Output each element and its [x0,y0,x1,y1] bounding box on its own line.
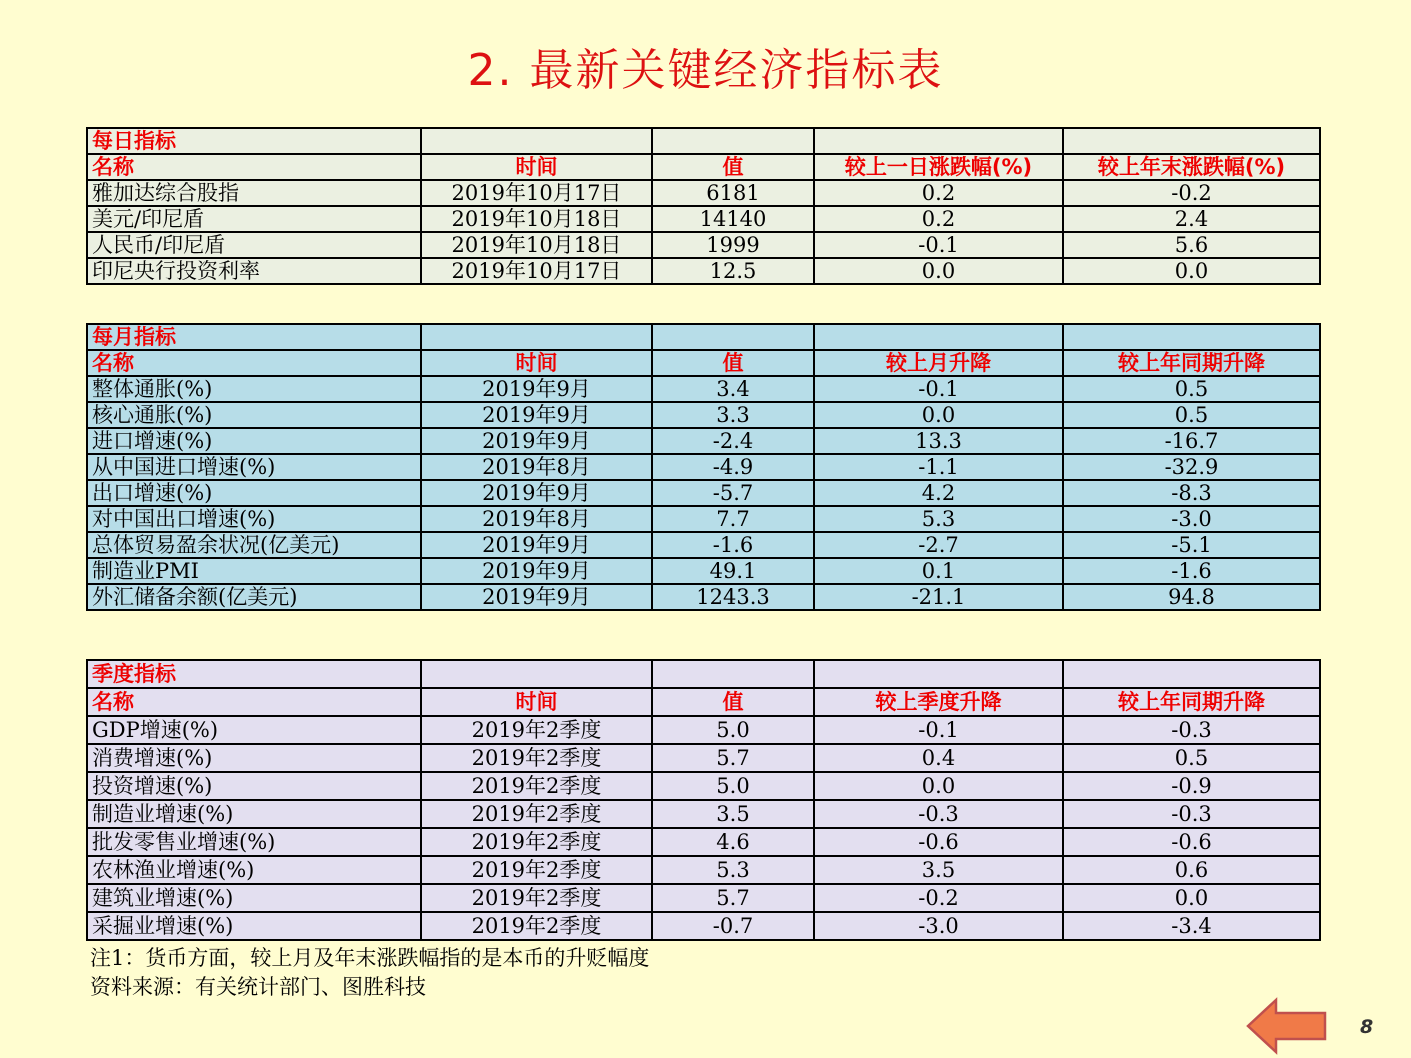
indicator-name: 从中国进口增速(%) [87,454,421,480]
indicator-name: 建筑业增速(%) [87,884,421,912]
table-cell: 2019年2季度 [421,912,652,940]
table-cell: 94.8 [1063,584,1320,610]
table-cell: 3.3 [652,402,814,428]
table-cell: -0.3 [1063,716,1320,744]
table-cell: -0.3 [814,800,1063,828]
indicator-name: 总体贸易盈余状况(亿美元) [87,532,421,558]
table-cell: -0.2 [814,884,1063,912]
empty-cell [814,660,1063,688]
table-cell: 2019年2季度 [421,800,652,828]
table-row [87,744,1320,772]
table-cell: 5.3 [814,506,1063,532]
table-cell: -3.0 [814,912,1063,940]
page-title: 2. 最新关键经济指标表 [467,45,944,96]
empty-cell [652,324,814,350]
daily-indicators-table [86,127,1321,285]
section-title-row [87,324,1320,350]
table-cell: 0.6 [1063,856,1320,884]
table-cell: 2019年9月 [421,558,652,584]
indicator-name: 投资增速(%) [87,772,421,800]
indicator-name: 雅加达综合股指 [87,180,421,206]
column-header: 较上月升降 [814,350,1063,376]
empty-cell [1063,128,1320,154]
table-cell: 3.4 [652,376,814,402]
column-header: 值 [652,154,814,180]
table-cell: 12.5 [652,258,814,284]
table-cell: -16.7 [1063,428,1320,454]
table-cell: 0.5 [1063,376,1320,402]
table-cell: 13.3 [814,428,1063,454]
empty-cell [421,660,652,688]
table-row [87,206,1320,232]
empty-cell [814,324,1063,350]
table-cell: 1243.3 [652,584,814,610]
column-header: 名称 [87,688,421,716]
table-cell: 2.4 [1063,206,1320,232]
table-cell: -0.6 [1063,828,1320,856]
empty-cell [652,128,814,154]
table-cell: 2019年9月 [421,532,652,558]
empty-cell [421,128,652,154]
table-row [87,584,1320,610]
table-cell: 0.5 [1063,402,1320,428]
section-title: 每月指标 [87,324,421,350]
table-cell: 4.6 [652,828,814,856]
table-cell: 5.0 [652,716,814,744]
table-cell: -2.4 [652,428,814,454]
table-cell: 2019年2季度 [421,744,652,772]
table-cell: 2019年9月 [421,584,652,610]
table-cell: -0.2 [1063,180,1320,206]
indicator-name: 外汇储备余额(亿美元) [87,584,421,610]
table-cell: 5.0 [652,772,814,800]
header-row [87,688,1320,716]
table-row [87,884,1320,912]
column-header: 较上年同期升降 [1063,350,1320,376]
table-cell: 0.0 [814,402,1063,428]
table-cell: 0.0 [1063,884,1320,912]
table-cell: 5.7 [652,884,814,912]
column-header: 名称 [87,154,421,180]
indicator-name: 核心通胀(%) [87,402,421,428]
table-cell: 0.0 [814,258,1063,284]
section-title-row [87,660,1320,688]
table-cell: -3.0 [1063,506,1320,532]
table-cell: 2019年2季度 [421,716,652,744]
section-title-row [87,128,1320,154]
table-cell: 2019年9月 [421,402,652,428]
table-cell: 3.5 [814,856,1063,884]
table-cell: 0.1 [814,558,1063,584]
indicator-name: GDP增速(%) [87,716,421,744]
table-cell: 2019年2季度 [421,772,652,800]
page-number: 8 [1360,1016,1374,1038]
empty-cell [1063,660,1320,688]
table-cell: -0.1 [814,716,1063,744]
indicator-name: 消费增速(%) [87,744,421,772]
table-cell: 2019年9月 [421,428,652,454]
column-header: 较上一日涨跌幅(%) [814,154,1063,180]
table-cell: 0.0 [1063,258,1320,284]
indicator-name: 对中国出口增速(%) [87,506,421,532]
table-cell: 6181 [652,180,814,206]
table-cell: -0.7 [652,912,814,940]
table-cell: 0.4 [814,744,1063,772]
table-cell: 2019年8月 [421,506,652,532]
table-cell: 2019年9月 [421,480,652,506]
column-header: 名称 [87,350,421,376]
quarterly-indicators-table [86,659,1321,941]
column-header: 时间 [421,350,652,376]
table-row [87,558,1320,584]
table-cell: 5.7 [652,744,814,772]
table-row [87,402,1320,428]
header-row [87,350,1320,376]
table-row [87,828,1320,856]
column-header: 较上年末涨跌幅(%) [1063,154,1320,180]
empty-cell [421,324,652,350]
indicator-name: 批发零售业增速(%) [87,828,421,856]
indicator-name: 印尼央行投资利率 [87,258,421,284]
column-header: 时间 [421,688,652,716]
left-arrow-icon[interactable] [1246,997,1328,1055]
data-source: 资料来源：有关统计部门、图胜科技 [90,975,426,999]
table-row [87,912,1320,940]
table-cell: -1.1 [814,454,1063,480]
section-title: 季度指标 [87,660,421,688]
table-cell: -0.3 [1063,800,1320,828]
table-cell: -0.1 [814,232,1063,258]
indicator-name: 制造业增速(%) [87,800,421,828]
table-cell: -5.7 [652,480,814,506]
table-row [87,772,1320,800]
indicator-name: 农林渔业增速(%) [87,856,421,884]
table-row [87,480,1320,506]
table-row [87,856,1320,884]
column-header: 较上年同期升降 [1063,688,1320,716]
table-cell: -32.9 [1063,454,1320,480]
table-cell: 14140 [652,206,814,232]
table-row [87,716,1320,744]
empty-cell [814,128,1063,154]
table-cell: 4.2 [814,480,1063,506]
table-row [87,258,1320,284]
table-cell: 0.5 [1063,744,1320,772]
table-cell: 5.3 [652,856,814,884]
table-cell: 0.2 [814,206,1063,232]
table-cell: -1.6 [1063,558,1320,584]
table-cell: 2019年2季度 [421,856,652,884]
indicator-name: 整体通胀(%) [87,376,421,402]
table-cell: 49.1 [652,558,814,584]
table-cell: 7.7 [652,506,814,532]
table-row [87,506,1320,532]
table-cell: 2019年8月 [421,454,652,480]
column-header: 较上季度升降 [814,688,1063,716]
table-row [87,376,1320,402]
table-cell: -0.9 [1063,772,1320,800]
section-title: 每日指标 [87,128,421,154]
indicator-name: 制造业PMI [87,558,421,584]
column-header: 值 [652,688,814,716]
table-cell: 0.2 [814,180,1063,206]
table-cell: 0.0 [814,772,1063,800]
table-row [87,532,1320,558]
table-cell: -3.4 [1063,912,1320,940]
table-cell: 2019年9月 [421,376,652,402]
header-row [87,154,1320,180]
table-row [87,232,1320,258]
table-row [87,454,1320,480]
indicator-name: 人民币/印尼盾 [87,232,421,258]
indicator-name: 采掘业增速(%) [87,912,421,940]
table-cell: -2.7 [814,532,1063,558]
table-cell: 2019年2季度 [421,884,652,912]
table-cell: 1999 [652,232,814,258]
indicator-name: 出口增速(%) [87,480,421,506]
footnotes [90,944,649,1002]
table-cell: -4.9 [652,454,814,480]
table-row [87,180,1320,206]
table-cell: -21.1 [814,584,1063,610]
table-cell: -5.1 [1063,532,1320,558]
table-cell: 2019年2季度 [421,828,652,856]
table-cell: -0.1 [814,376,1063,402]
monthly-indicators-table [86,323,1321,611]
table-cell: 2019年10月18日 [421,206,652,232]
empty-cell [652,660,814,688]
table-cell: 2019年10月18日 [421,232,652,258]
table-cell: 2019年10月17日 [421,258,652,284]
table-row [87,800,1320,828]
empty-cell [1063,324,1320,350]
column-header: 值 [652,350,814,376]
indicator-name: 进口增速(%) [87,428,421,454]
indicator-name: 美元/印尼盾 [87,206,421,232]
table-cell: 3.5 [652,800,814,828]
table-cell: 5.6 [1063,232,1320,258]
table-cell: -0.6 [814,828,1063,856]
currency-note: 注1：货币方面，较上月及年末涨跌幅指的是本币的升贬幅度 [90,946,650,970]
column-header: 时间 [421,154,652,180]
table-cell: 2019年10月17日 [421,180,652,206]
table-cell: -1.6 [652,532,814,558]
table-row [87,428,1320,454]
table-cell: -8.3 [1063,480,1320,506]
